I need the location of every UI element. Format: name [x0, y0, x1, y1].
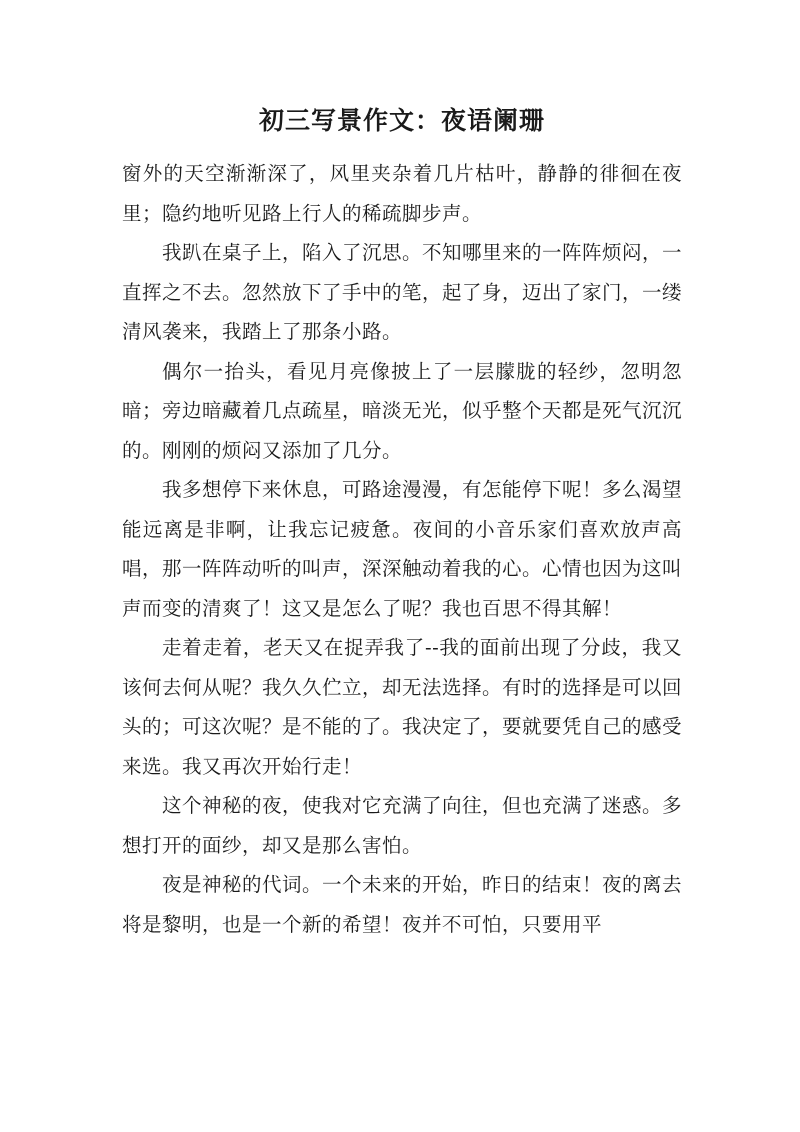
paragraph-4: 我多想停下来休息，可路途漫漫，有怎能停下呢！多么渴望能远离是非啊，让我忘记疲惫。夜间的小音乐家们喜欢放声高唱，那一阵阵动听的叫声，深深触动着我的心。心情也因为这叫声而变的清爽了！这又是怎么了呢？我也百思不得其解！ — [122, 478, 683, 620]
paragraph-7: 夜是神秘的代词。一个未来的开始，昨日的结束！夜的离去将是黎明，也是一个新的希望！夜并不可怕，只要用平 — [122, 873, 683, 936]
paragraph-3: 偶尔一抬头，看见月亮像披上了一层朦胧的轻纱，忽明忽暗；旁边暗藏着几点疏星，暗淡无光，似乎整个天都是死气沉沉的。刚刚的烦闷又添加了几分。 — [122, 359, 683, 462]
paragraph-2: 我趴在桌子上，陷入了沉思。不知哪里来的一阵阵烦闷，一直挥之不去。忽然放下了手中的笔，起了身，迈出了家门，一缕清风袭来，我踏上了那条小路。 — [122, 241, 683, 343]
document-title: 初三写景作文：夜语阑珊 — [258, 106, 545, 135]
paragraph-5: 走着走着，老天又在捉弄我了--我的面前出现了分歧，我又该何去何从呢？我久久伫立，却无法选择。有时的选择是可以回头的；可这次呢？是不能的了。我决定了，要就要凭自己的感受来选。我又再次开始行走！ — [122, 636, 683, 778]
paragraph-1: 窗外的天空渐渐深了，风里夹杂着几片枯叶，静静的徘徊在夜里；隐约地听见路上行人的稀疏脚步声。 — [122, 162, 682, 225]
paragraph-6: 这个神秘的夜，使我对它充满了向往，但也充满了迷惑。多想打开的面纱，却又是那么害怕。 — [122, 794, 683, 857]
document-page — [122, 98, 682, 944]
